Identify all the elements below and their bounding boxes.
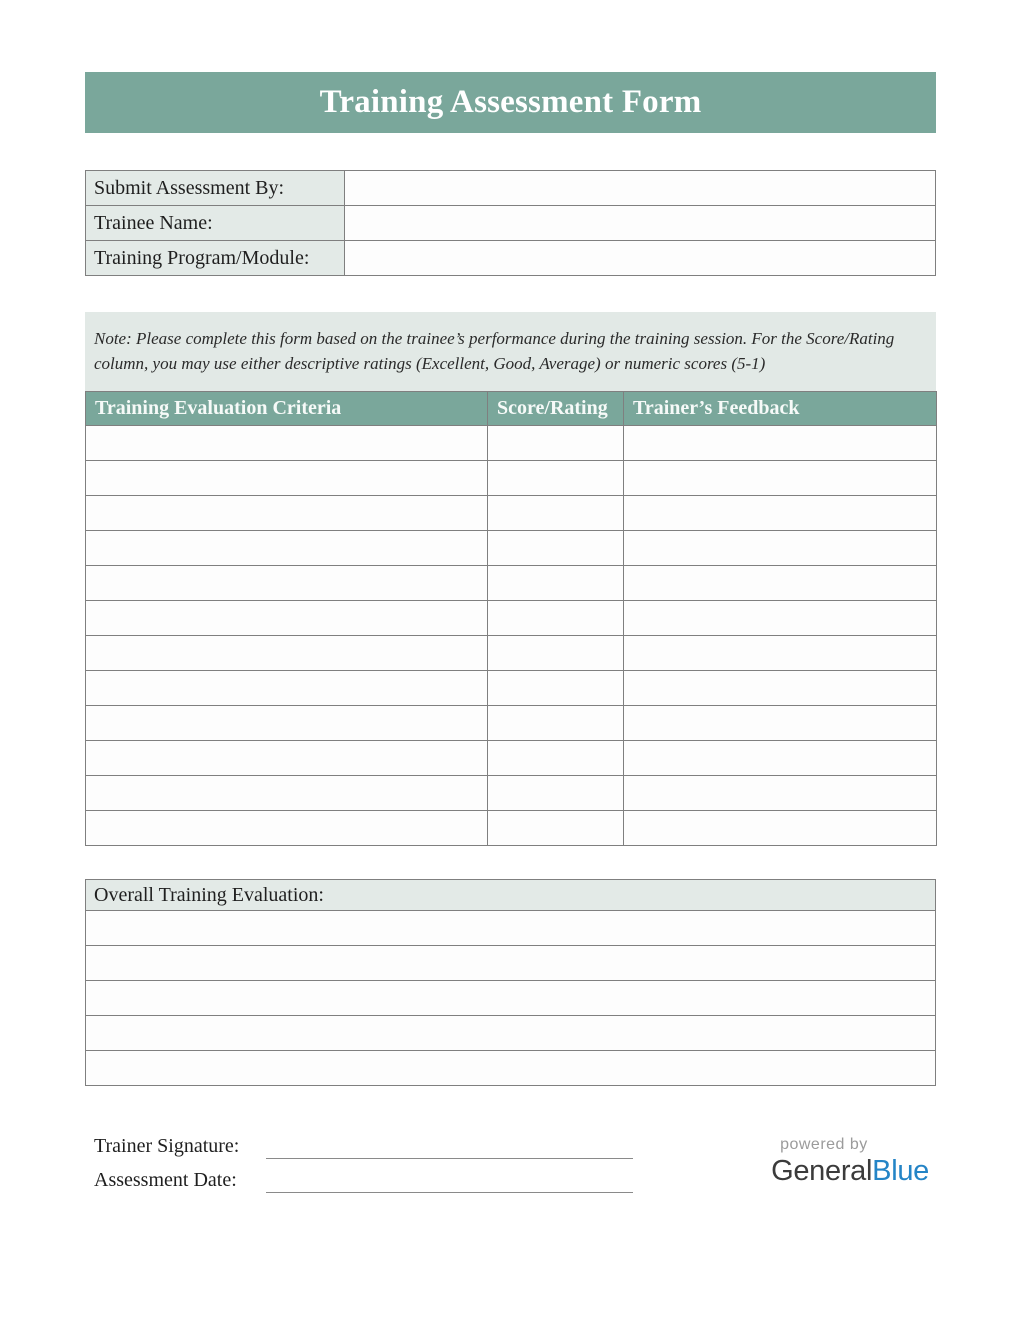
criteria-empty-cell [488, 531, 624, 566]
criteria-empty-cell [624, 496, 937, 531]
criteria-empty-cell [86, 811, 488, 846]
overall-evaluation-header-row [86, 880, 936, 911]
criteria-empty-row [86, 496, 937, 531]
criteria-empty-cell [488, 741, 624, 776]
criteria-empty-cell [624, 741, 937, 776]
submit-assessment-by-label: Submit Assessment By: [86, 171, 345, 206]
criteria-empty-cell [624, 601, 937, 636]
criteria-table [85, 391, 937, 846]
info-row-training-program [86, 241, 936, 276]
criteria-header-trainer-feedback: Trainer’s Feedback [624, 392, 937, 426]
trainer-signature-row [94, 1133, 633, 1159]
criteria-empty-cell [624, 706, 937, 741]
criteria-empty-cell [624, 636, 937, 671]
criteria-header-evaluation-criteria: Training Evaluation Criteria [86, 392, 488, 426]
criteria-empty-cell [624, 776, 937, 811]
title-banner [85, 72, 936, 133]
overall-empty-row [86, 911, 936, 946]
overall-empty-cell [86, 946, 936, 981]
criteria-empty-row [86, 671, 937, 706]
criteria-empty-cell [86, 566, 488, 601]
criteria-empty-cell [488, 496, 624, 531]
overall-empty-cell [86, 1051, 936, 1086]
criteria-empty-cell [86, 531, 488, 566]
criteria-empty-row [86, 566, 937, 601]
assessment-date-label: Assessment Date: [94, 1169, 237, 1191]
criteria-empty-cell [488, 811, 624, 846]
criteria-empty-row [86, 601, 937, 636]
criteria-empty-cell [86, 706, 488, 741]
brand-blue-text: Blue [872, 1155, 929, 1187]
trainer-signature-label: Trainer Signature: [94, 1135, 240, 1157]
criteria-empty-row [86, 776, 937, 811]
criteria-empty-row [86, 426, 937, 461]
overall-empty-row [86, 1051, 936, 1086]
criteria-empty-cell [488, 426, 624, 461]
criteria-empty-row [86, 636, 937, 671]
criteria-empty-cell [488, 706, 624, 741]
overall-evaluation-label: Overall Training Evaluation: [86, 880, 936, 911]
overall-empty-row [86, 946, 936, 981]
powered-by-text: powered by [780, 1136, 868, 1153]
criteria-empty-cell [488, 566, 624, 601]
info-table [85, 170, 936, 276]
criteria-empty-row [86, 811, 937, 846]
overall-empty-row [86, 1016, 936, 1051]
criteria-empty-cell [624, 671, 937, 706]
trainer-signature-line [266, 1134, 633, 1159]
criteria-empty-row [86, 461, 937, 496]
overall-empty-cell [86, 1016, 936, 1051]
criteria-empty-row [86, 531, 937, 566]
criteria-empty-cell [488, 601, 624, 636]
criteria-empty-cell [86, 461, 488, 496]
brand-general-text: General [771, 1155, 873, 1187]
page-title: Training Assessment Form [319, 84, 702, 120]
criteria-empty-cell [86, 671, 488, 706]
form-page [85, 0, 936, 1201]
criteria-empty-cell [624, 811, 937, 846]
criteria-empty-cell [488, 671, 624, 706]
criteria-header-row [86, 392, 937, 426]
submit-assessment-by-field [345, 171, 936, 206]
criteria-empty-cell [86, 601, 488, 636]
trainee-name-label: Trainee Name: [86, 206, 345, 241]
criteria-empty-cell [86, 496, 488, 531]
info-row-submit-by [86, 171, 936, 206]
info-row-trainee-name [86, 206, 936, 241]
training-program-label: Training Program/Module: [86, 241, 345, 276]
criteria-empty-cell [488, 461, 624, 496]
overall-evaluation-table [85, 879, 936, 1086]
trainee-name-field [345, 206, 936, 241]
criteria-empty-cell [624, 531, 937, 566]
criteria-empty-cell [86, 426, 488, 461]
criteria-empty-cell [86, 776, 488, 811]
footer [85, 1133, 936, 1201]
criteria-empty-cell [488, 636, 624, 671]
criteria-empty-row [86, 741, 937, 776]
assessment-date-row [94, 1167, 633, 1193]
overall-empty-cell [86, 981, 936, 1016]
criteria-empty-cell [86, 636, 488, 671]
training-program-field [345, 241, 936, 276]
criteria-empty-cell [624, 461, 937, 496]
signature-block [85, 1133, 633, 1201]
overall-empty-row [86, 981, 936, 1016]
overall-empty-cell [86, 911, 936, 946]
instructions-note: Note: Please complete this form based on the trainee’s performance during the training session. For the Score/Rating column, you may use either descriptive ratings (Excellent, Good, Average) or numeric scores (5-1) [85, 312, 936, 391]
brand-wordmark [771, 1155, 929, 1188]
criteria-table-body [86, 426, 937, 846]
overall-table-body [86, 911, 936, 1086]
criteria-header-score-rating: Score/Rating [488, 392, 624, 426]
criteria-empty-cell [624, 566, 937, 601]
criteria-empty-cell [624, 426, 937, 461]
assessment-date-line [266, 1168, 633, 1193]
criteria-empty-row [86, 706, 937, 741]
criteria-empty-cell [86, 741, 488, 776]
general-blue-logo [771, 1133, 936, 1188]
criteria-empty-cell [488, 776, 624, 811]
